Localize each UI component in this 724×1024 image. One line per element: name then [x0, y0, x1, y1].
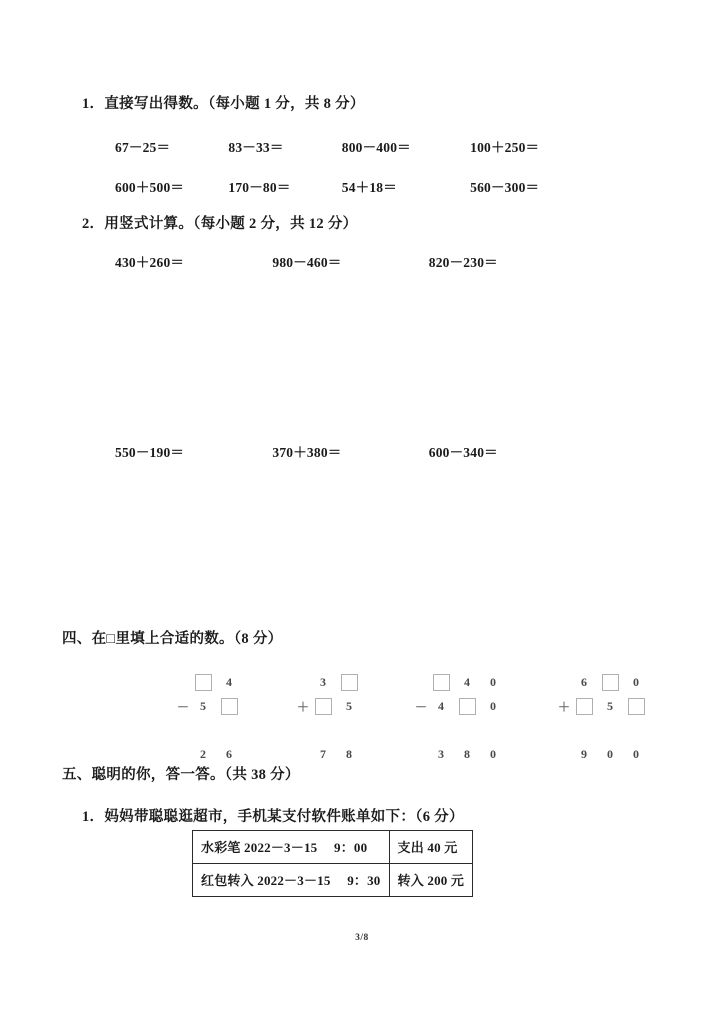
oral-calc-row-1	[115, 136, 539, 156]
digit-box-slot[interactable]	[576, 698, 593, 715]
digit: 8	[346, 746, 352, 761]
page-number: 3/8	[355, 933, 369, 943]
operator-symbol: －	[415, 699, 428, 714]
bill-amount: 支出 40 元	[389, 831, 473, 864]
digit: 4	[438, 698, 444, 713]
oral-expression: 600＋500＝	[115, 180, 185, 195]
digit: 6	[226, 746, 232, 761]
digit: 9	[581, 746, 587, 761]
oral-expression: 100＋250＝	[470, 140, 540, 155]
vertical-expression: 370＋380＝	[272, 445, 342, 460]
vertical-expression: 820－230＝	[428, 255, 498, 270]
vertical-calc-row-2	[115, 441, 498, 461]
digit: 4	[226, 674, 232, 689]
digit: 0	[490, 746, 496, 761]
bill-description: 红包转入 2022－3－15 9：30	[193, 864, 390, 897]
digit: 0	[490, 698, 496, 713]
payment-bill-table	[192, 830, 473, 897]
oral-expression: 54＋18＝	[341, 180, 397, 195]
digit: 3	[320, 674, 326, 689]
fill-box-puzzle-1	[176, 670, 242, 766]
oral-expression: 170－80＝	[228, 180, 291, 195]
answer-box[interactable]	[628, 698, 645, 715]
oral-expression: 560－300＝	[470, 180, 540, 195]
digit: 0	[633, 674, 639, 689]
vertical-expression: 550－190＝	[115, 445, 185, 460]
fill-box-puzzle-4	[557, 670, 649, 766]
table-row	[193, 864, 473, 897]
answer-box[interactable]	[221, 698, 238, 715]
vertical-expression: 430＋260＝	[115, 255, 185, 270]
operator-symbol: ＋	[297, 699, 310, 714]
answer-box[interactable]	[576, 698, 593, 715]
digit: 0	[490, 674, 496, 689]
bill-description: 水彩笔 2022－3－15 9：00	[193, 831, 390, 864]
bill-amount: 转入 200 元	[389, 864, 473, 897]
answer-box[interactable]	[341, 674, 358, 691]
digit: 0	[607, 746, 613, 761]
digit: 3	[438, 746, 444, 761]
digit-box-slot[interactable]	[433, 674, 450, 691]
digit-box-slot[interactable]	[195, 674, 212, 691]
digit-box-slot[interactable]	[341, 674, 358, 691]
oral-expression: 83－33＝	[228, 140, 284, 155]
answer-box[interactable]	[459, 698, 476, 715]
digit-box-slot[interactable]	[221, 698, 238, 715]
vertical-expression: 980－460＝	[272, 255, 342, 270]
digit-box-slot[interactable]	[315, 698, 332, 715]
digit: 4	[464, 674, 470, 689]
question-heading-vertical-calc: 2．用竖式计算。（每小题 2 分，共 12 分）	[82, 216, 358, 232]
answer-box[interactable]	[195, 674, 212, 691]
digit: 8	[464, 746, 470, 761]
fill-box-puzzle-2	[296, 670, 362, 766]
fill-box-puzzle-3	[414, 670, 506, 766]
digit-box-slot[interactable]	[459, 698, 476, 715]
vertical-calc-row-1	[115, 251, 498, 271]
answer-box[interactable]	[315, 698, 332, 715]
digit: 5	[200, 698, 206, 713]
digit-box-slot[interactable]	[628, 698, 645, 715]
digit-box-slot[interactable]	[602, 674, 619, 691]
vertical-expression: 600－340＝	[428, 445, 498, 460]
question-5-1-text: 1．妈妈带聪聪逛超市，手机某支付软件账单如下：（6 分）	[82, 809, 464, 825]
digit: 5	[346, 698, 352, 713]
question-heading-oral-calc: 1．直接写出得数。（每小题 1 分，共 8 分）	[82, 96, 365, 112]
digit: 7	[320, 746, 326, 761]
digit: 2	[200, 746, 206, 761]
digit: 0	[633, 746, 639, 761]
digit: 5	[607, 698, 613, 713]
section-heading-answer-questions: 五、聪明的你，答一答。（共 38 分）	[62, 767, 300, 783]
oral-expression: 800－400＝	[341, 140, 411, 155]
answer-box[interactable]	[433, 674, 450, 691]
oral-expression: 67－25＝	[115, 140, 171, 155]
operator-symbol: ＋	[558, 699, 571, 714]
answer-box[interactable]	[602, 674, 619, 691]
section-heading-fill-boxes: 四、在□里填上合适的数。（8 分）	[62, 631, 283, 647]
oral-calc-row-2	[115, 176, 539, 196]
operator-symbol: －	[177, 699, 190, 714]
digit: 6	[581, 674, 587, 689]
table-row	[193, 831, 473, 864]
